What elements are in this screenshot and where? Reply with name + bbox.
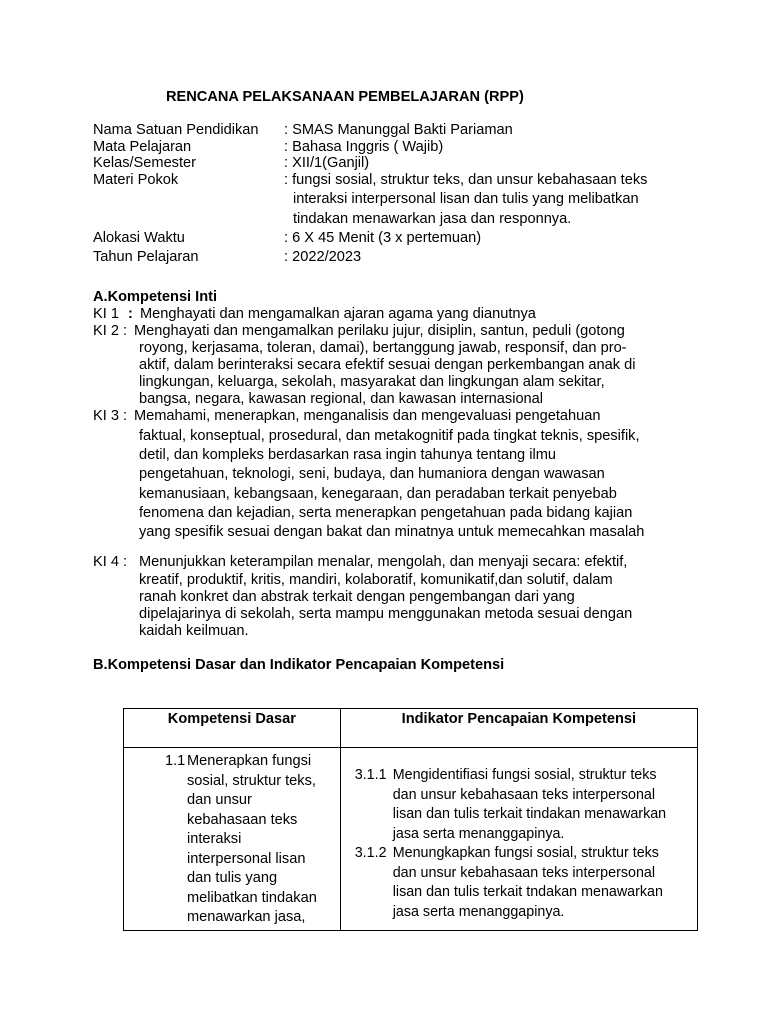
ki3-text: Memahami, menerapkan, menganalisis dan mengevaluasi pengetahuan [134,408,601,424]
ki4-text: kaidah keilmuan. [139,623,249,639]
ki3-text: fenomena dan kejadian, serta menerapkan pengetahuan pada bidang kajian [139,505,633,521]
ki1-label: KI 1 [93,306,119,322]
identity-label: Alokasi Waktu [93,230,185,246]
identity-value: : Bahasa Inggris ( Wajib) [284,139,444,155]
kd-line: sosial, struktur teks, [187,772,316,789]
kd-line: interpersonal lisan [187,850,306,867]
ki4-text: dipelajarinya di sekolah, serta mampu menggunakan metoda sesuai dengan [139,606,633,622]
identity-label: Materi Pokok [93,172,179,188]
table-header-kompetensi-dasar [124,709,341,748]
identity-value: : fungsi sosial, struktur teks, dan unsur kebahasaan teks [284,172,648,188]
indicator-line: lisan dan tulis terkait tndakan menawarkan [392,884,663,900]
identity-label: Tahun Pelajaran [93,249,199,265]
identity-label: Kelas/Semester [93,155,197,171]
indicator-line: Menungkapkan fungsi sosial, struktur teks [392,845,659,861]
indicator-number: 3.1.1 [354,767,387,783]
indicator-line: jasa serta menanggapinya. [392,903,565,920]
indicator-number: 3.1.2 [354,845,387,861]
identity-value: : SMAS Manunggal Bakti Pariaman [284,122,513,138]
kd-line: melibatkan tindakan [187,889,317,906]
table-header-row [124,709,698,748]
indicator-line: dan unsur kebahasaan teks interpersonal [392,864,656,881]
table-row [124,748,698,931]
ki2-text: bangsa, negara, kawasan regional, dan kawasan internasional [139,391,544,407]
kd-cell [124,748,341,931]
ki1-colon: : [128,306,133,322]
ki4-label: KI 4 : [93,554,128,570]
ki2-text: royong, kerjasama, toleran, damai), bertanggung jawab, responsif, dan pro- [139,340,627,356]
ki1-text: Menghayati dan mengamalkan ajaran agama yang dianutnya [140,306,536,322]
indicator-line: dan unsur kebahasaan teks interpersonal [392,786,656,803]
indicator-cell [340,748,697,931]
header-text: Indikator Pencapaian Kompetensi [401,711,637,727]
kd-line: Menerapkan fungsi [187,753,312,769]
table-header-indikator [340,709,697,748]
ki4-text: ranah konkret dan abstrak terkait dengan pengembangan dari yang [139,589,575,605]
identity-value: : 2022/2023 [284,249,362,265]
identity-label: Mata Pelajaran [93,139,192,155]
ki4-text: Menunjukkan keterampilan menalar, mengolah, dan menyaji secara: efektif, [139,554,628,570]
kd-line: menawarkan jasa, [187,909,306,925]
kd-line: dan unsur [187,792,252,808]
indicator-item [341,844,697,922]
indicator-line: lisan dan tulis terkait tindakan menawarkan [392,806,667,822]
ki2-text: Menghayati dan mengamalkan perilaku jujur, disiplin, santun, peduli (gotong [134,323,625,339]
header-text: Kompetensi Dasar [167,711,296,727]
section-a-heading: A.Kompetensi Inti [93,289,218,305]
indicator-item [341,766,697,844]
ki2-text: lingkungan, keluarga, sekolah, masyarakat dan lingkungan alam sekitar, [139,374,605,390]
indicator-line: jasa serta menanggapinya. [392,825,565,842]
ki4-text: kreatif, produktif, kritis, mandiri, kolaboratif, komunikatif,dan solutif, dalam [139,572,613,588]
ki3-text: kemanusiaan, kebangsaan, kenegaraan, dan peradaban terkait penyebab [139,486,617,502]
kd-line: kebahasaan teks [187,811,298,828]
ki3-text: yang spesifik sesuai dengan bakat dan minatnya untuk memecahkan masalah [139,524,645,540]
ki3-label: KI 3 : [93,408,128,424]
identity-value: : 6 X 45 Menit (3 x pertemuan) [284,230,482,246]
kd-line: dan tulis yang [187,870,278,886]
identity-value: : XII/1(Ganjil) [284,155,370,171]
identity-label: Nama Satuan Pendidikan [93,122,259,138]
indicator-line: Mengidentifiasi fungsi sosial, struktur teks [392,767,657,783]
document-title: RENCANA PELAKSANAAN PEMBELAJARAN (RPP) [166,89,524,105]
identity-value-continuation: interaksi interpersonal lisan dan tulis yang melibatkan [293,191,639,207]
competency-table [123,708,698,931]
identity-value-continuation: tindakan menawarkan jasa dan responnya. [293,211,572,227]
kd-number: 1.1 [165,753,186,769]
ki2-label: KI 2 : [93,323,128,339]
ki2-text: aktif, dalam berinteraksi secara efektif sesuai dengan perkembangan anak di [139,357,636,373]
ki3-text: pengetahuan, teknologi, seni, budaya, dan humaniora dengan wawasan [139,466,605,482]
section-b-heading: B.Kompetensi Dasar dan Indikator Pencapaian Kompetensi [93,657,505,673]
ki3-text: faktual, konseptual, prosedural, dan metakognitif pada tingkat teknis, spesifik, [139,428,640,444]
kd-line: interaksi [187,831,242,847]
ki3-text: detil, dan kompleks berdasarkan rasa ingin tahunya tentang ilmu [139,447,556,463]
